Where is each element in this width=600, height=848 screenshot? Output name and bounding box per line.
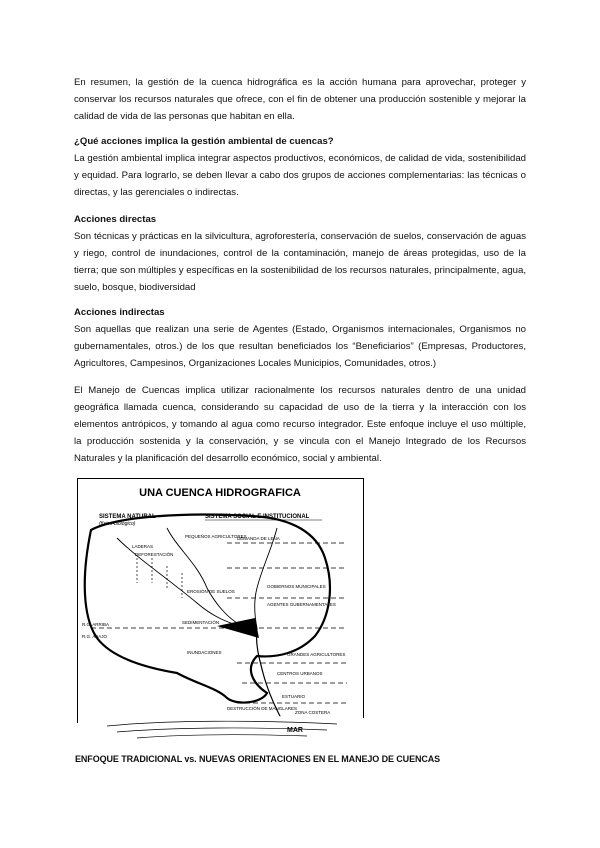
label-deforestacion: DEFORESTACIÓN: [135, 552, 174, 557]
social-system-label: SISTEMA SOCIAL E INSTITUCIONAL: [205, 514, 310, 520]
direct-actions-paragraph: Son técnicas y prácticas en la silvicultura, agroforestería, conservación de suelos, conservación de aguas y riego, control de inundaciones, control de la contaminación, manejo de áreas protegidas, uso de la tierra; que son múltiples y específicas en la sostenibilidad de los recursos naturales, principalmente, agua, suelo, bosque, biodiversidad: [74, 231, 526, 293]
label-pequenos-agricultores: PEQUEÑOS AGRICULTORES: [185, 534, 247, 539]
natural-system-sublabel: (físico-biológico): [99, 521, 136, 527]
natural-system-label: SISTEMA NATURAL: [99, 514, 156, 520]
label-rio-abajo: R.G. ABAJO: [82, 634, 108, 639]
question-heading: ¿Qué acciones implica la gestión ambiental de cuencas?: [74, 136, 334, 147]
label-destruccion: DESTRUCCIÓN DE MANGLARES: [227, 706, 298, 711]
label-rio-arriba: R.G. ARRIBA: [82, 622, 110, 627]
indirect-actions-paragraph: Son aquellas que realizan una serie de Agentes (Estado, Organismos internacionales, Organismos no gubernamentales, otros.) de los que resultan beneficiados los “Beneficiarios” (Empresas, Productores, Agricultores, Campesinos, Organizaciones Locales Municipios, Comunidades, otros.): [74, 324, 526, 369]
label-estuario: ESTUARIO: [282, 694, 306, 699]
figure-caption: ENFOQUE TRADICIONAL vs. NUEVAS ORIENTACIONES EN EL MANEJO DE CUENCAS: [75, 754, 441, 764]
label-mar: MAR: [287, 727, 303, 734]
direct-actions-heading: Acciones directas: [74, 214, 157, 225]
label-erosion: EROSIÓN DE SUELOS: [187, 589, 235, 594]
label-sedimentacion: SEDIMENTACIÓN: [182, 620, 220, 625]
diagram-title: UNA CUENCA HIDROGRAFICA: [139, 487, 301, 499]
label-demanda-lena: DEMANDA DE LEÑA: [237, 536, 280, 541]
label-centros: CENTROS URBANOS: [277, 671, 323, 676]
question-paragraph: La gestión ambiental implica integrar aspectos productivos, económicos, de calidad de vida, sostenibilidad y equidad. Para lograrlo, se deben llevar a cabo dos grupos de acciones complementarias: las técnicas o directas, y las gerenciales o indirectas.: [74, 153, 526, 198]
label-inundaciones: INUNDACIONES: [187, 650, 222, 655]
label-agentes: AGENTES GUBERNAMENTALES: [267, 602, 336, 607]
label-laderas: LADERAS: [132, 544, 154, 549]
indirect-actions-heading: Acciones indirectas: [74, 307, 165, 318]
manejo-paragraph: El Manejo de Cuencas implica utilizar racionalmente los recursos naturales dentro de una unidad geográfica llamada cuenca, considerando su capacidad de uso de la tierra y la interacción con los elementos antrópicos, y tomando al agua como recurso integrador. Este enfoque incluye el uso múltiple, la producción sostenida y la conservación, y se vincula con el Manejo Integrado de los Recursos Naturales y la planificación del desarrollo económico, social y ambiental.: [74, 385, 526, 464]
watershed-diagram: [77, 478, 364, 748]
watershed-diagram-svg: [77, 478, 364, 748]
label-zona-costera: ZONA COSTERA: [295, 710, 331, 715]
intro-paragraph: En resumen, la gestión de la cuenca hidrográfica es la acción humana para aprovechar, proteger y conservar los recursos naturales que ofrece, con el fin de obtener una producción sostenible y mejorar la calidad de vida de las personas que habitan en ella.: [74, 77, 526, 122]
label-grandes: GRANDES AGRICULTORES: [287, 652, 346, 657]
label-gobiernos: GOBIERNOS MUNICIPALES: [267, 584, 326, 589]
